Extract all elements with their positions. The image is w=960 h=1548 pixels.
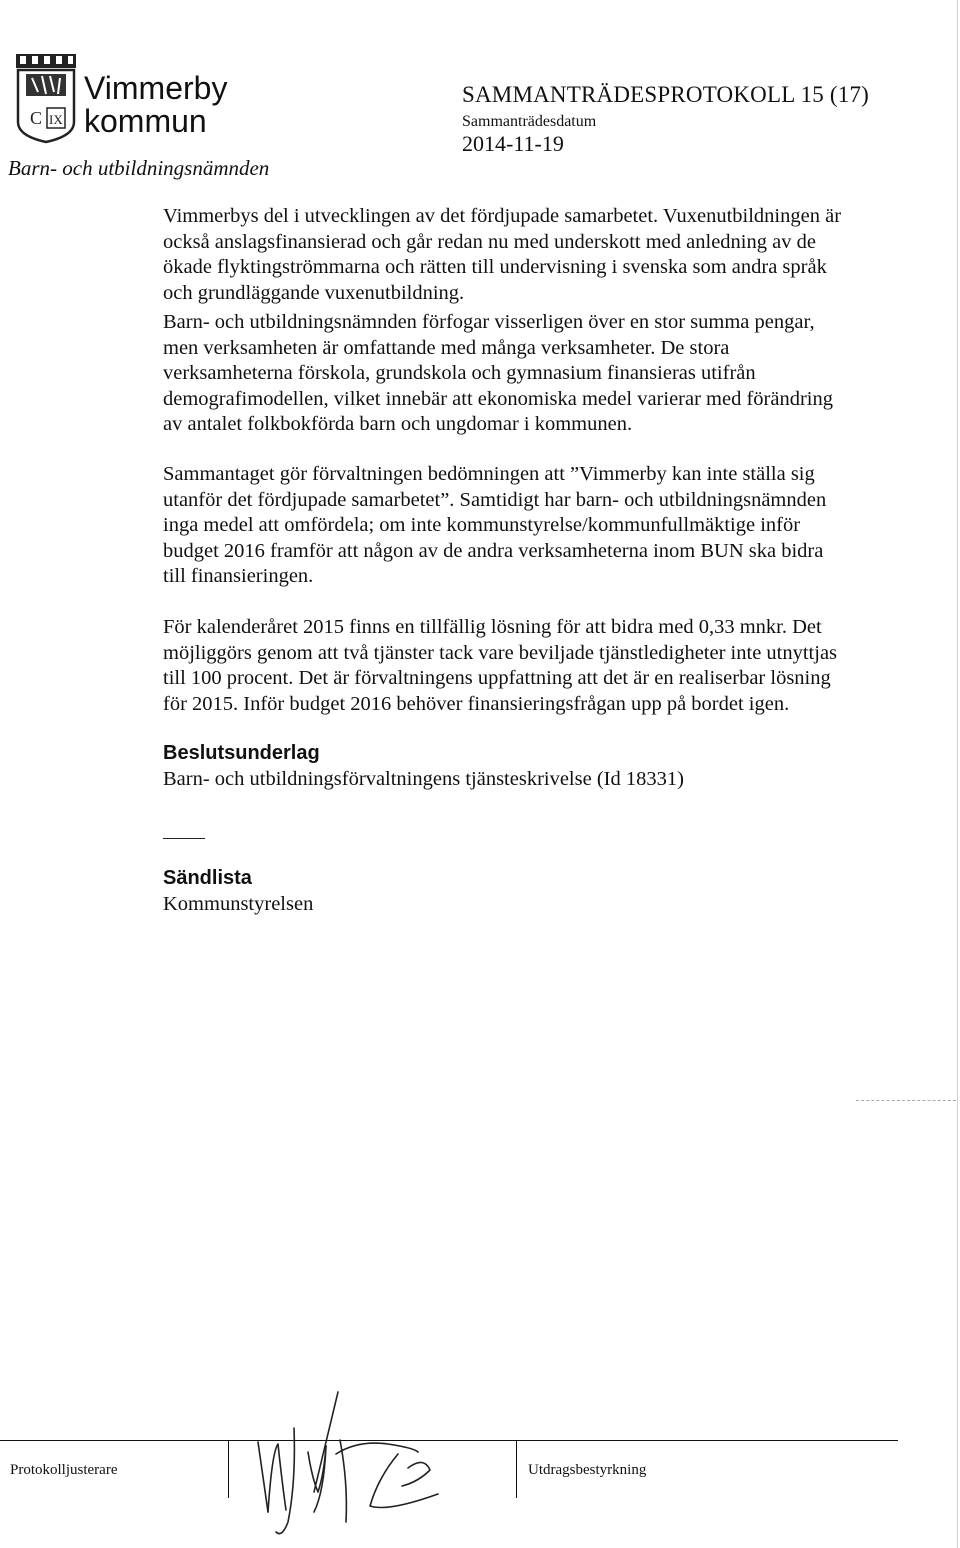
utdragsbestyrkning-label: Utdragsbestyrkning bbox=[528, 1462, 647, 1478]
sandlista-section bbox=[163, 866, 903, 917]
meeting-date-value: 2014-11-19 bbox=[462, 131, 564, 156]
footer-divider bbox=[516, 1440, 517, 1498]
text-line: inga medel att omfördela; om inte kommunstyrelse/kommunfullmäktige inför bbox=[163, 514, 801, 536]
signature-icon bbox=[238, 1382, 468, 1542]
text-line: verksamheterna förskola, grundskola och gymnasium finansieras utifrån bbox=[163, 362, 756, 384]
text-line: för 2015. Inför budget 2016 behöver finansieringsfrågan upp på bordet igen. bbox=[163, 692, 790, 715]
svg-text:IX: IX bbox=[49, 112, 63, 127]
text-line: utanför det fördjupade samarbetet”. Samtidigt har barn- och utbildningsnämnden bbox=[163, 488, 827, 511]
sandlista-heading: Sändlista bbox=[163, 867, 252, 889]
org-name-line1: Vimmerby bbox=[84, 70, 228, 106]
text-line: men verksamheten är omfattande med många verksamheter. De stora bbox=[163, 336, 730, 359]
text-line: Sammantaget gör förvaltningen bedömningen att ”Vimmerby kan inte ställa sig bbox=[163, 463, 815, 485]
text-line: För kalenderåret 2015 finns en tillfällig lösning för att bidra med 0,33 mnkr. Det bbox=[163, 616, 822, 638]
text-line: Vimmerbys del i utvecklingen av det fördjupade samarbetet. Vuxenutbildningen är bbox=[163, 205, 842, 227]
text-line: av antalet folkbokförda barn och ungdomar i kommunen. bbox=[163, 413, 633, 435]
text-line: budget 2016 framför att någon av de andra verksamheterna inom BUN ska bidra bbox=[163, 539, 824, 562]
text-line: ökade flyktingströmmarna och rätten till undervisning i svenska som andra språk bbox=[163, 256, 827, 278]
paragraph-1 bbox=[163, 204, 903, 306]
municipality-name bbox=[84, 72, 227, 138]
text-line: till finansieringen. bbox=[163, 565, 314, 587]
text-line: demografimodellen, vilket innebär att ekonomiska medel varierar med förändring bbox=[163, 387, 833, 410]
text-line: Barn- och utbildningsnämnden förfogar visserligen över en stor summa pengar, bbox=[163, 311, 815, 333]
paragraph-4 bbox=[163, 615, 903, 717]
separator-dash bbox=[163, 838, 205, 839]
protokolljusterare-label: Protokolljusterare bbox=[10, 1462, 118, 1478]
paragraph-2 bbox=[163, 310, 903, 438]
text-line: och grundläggande vuxenutbildning. bbox=[163, 281, 465, 304]
svg-text:C: C bbox=[30, 108, 43, 128]
coat-of-arms-icon bbox=[14, 52, 78, 144]
meeting-date-label: Sammanträdesdatum bbox=[462, 113, 597, 130]
department-name: Barn- och utbildningsnämnden bbox=[8, 156, 270, 180]
text-line: också anslagsfinansierad och går redan nu med underskott med anledning av de bbox=[163, 230, 816, 253]
sandlista-text: Kommunstyrelsen bbox=[163, 892, 314, 915]
paragraph-3 bbox=[163, 462, 903, 590]
org-name-line2: kommun bbox=[84, 103, 207, 139]
beslutsunderlag-heading: Beslutsunderlag bbox=[163, 742, 320, 764]
footer-divider bbox=[228, 1440, 229, 1498]
beslutsunderlag-section bbox=[163, 741, 903, 792]
page-edge-line bbox=[957, 0, 958, 1548]
scan-artifact-line bbox=[856, 1100, 956, 1101]
text-line: möjliggörs genom att två tjänster tack vare beviljade tjänstledigheter inte utnyttjas bbox=[163, 641, 838, 664]
beslutsunderlag-text: Barn- och utbildningsförvaltningens tjänsteskrivelse (Id 18331) bbox=[163, 767, 684, 790]
protocol-title: SAMMANTRÄDESPROTOKOLL 15 (17) bbox=[462, 82, 870, 107]
text-line: till 100 procent. Det är förvaltningens uppfattning att det är en realiserbar lösning bbox=[163, 667, 831, 689]
